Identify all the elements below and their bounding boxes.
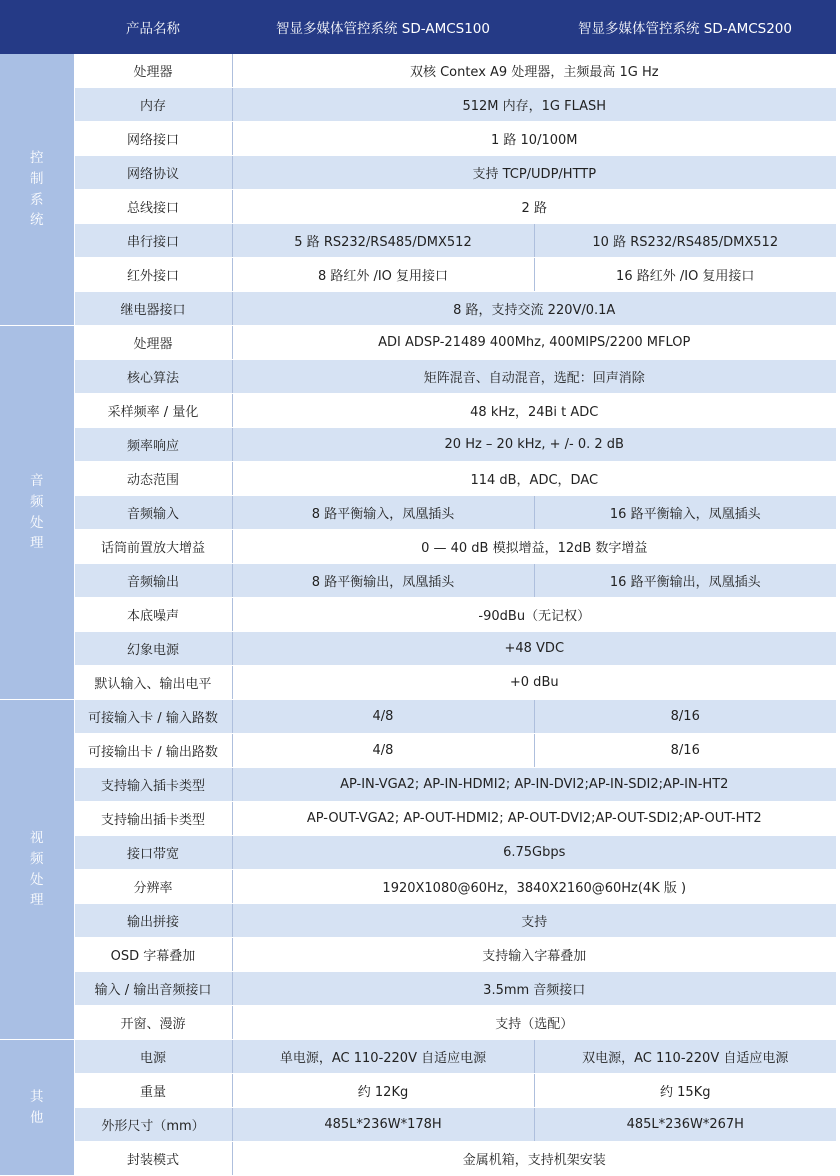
feature-label: 继电器接口 bbox=[74, 292, 232, 326]
shared-value: 金属机箱，支持机架安装 bbox=[232, 1142, 836, 1176]
header-model-b: 智显多媒体管控系统 SD-AMCS200 bbox=[534, 0, 836, 54]
group-label-cell bbox=[0, 54, 74, 326]
feature-label: 内存 bbox=[74, 88, 232, 122]
model-b-value: 8/16 bbox=[534, 734, 836, 768]
spec-row bbox=[0, 360, 836, 394]
shared-value: 512M 内存，1G FLASH bbox=[232, 88, 836, 122]
model-a-value: 4/8 bbox=[232, 734, 534, 768]
feature-label: 处理器 bbox=[74, 54, 232, 88]
shared-value: 支持 bbox=[232, 904, 836, 938]
feature-label: 外形尺寸（mm） bbox=[74, 1108, 232, 1142]
model-a-value: 5 路 RS232/RS485/DMX512 bbox=[232, 224, 534, 258]
spec-row bbox=[0, 1006, 836, 1040]
spec-row bbox=[0, 700, 836, 734]
spec-row bbox=[0, 734, 836, 768]
spec-row bbox=[0, 632, 836, 666]
model-a-value: 8 路平衡输出，凤凰插头 bbox=[232, 564, 534, 598]
spec-row bbox=[0, 496, 836, 530]
group-label-cell bbox=[0, 326, 74, 700]
model-a-value: 485L*236W*178H bbox=[232, 1108, 534, 1142]
group-label-cell bbox=[0, 1040, 74, 1176]
feature-label: 音频输出 bbox=[74, 564, 232, 598]
feature-label: 音频输入 bbox=[74, 496, 232, 530]
model-a-value: 4/8 bbox=[232, 700, 534, 734]
group-label: 控制系统 bbox=[30, 149, 44, 229]
feature-label: 可接输入卡 / 输入路数 bbox=[74, 700, 232, 734]
header-model-a: 智显多媒体管控系统 SD-AMCS100 bbox=[232, 0, 534, 54]
group-label: 视频处理 bbox=[30, 829, 44, 909]
feature-label: 网络接口 bbox=[74, 122, 232, 156]
model-b-value: 10 路 RS232/RS485/DMX512 bbox=[534, 224, 836, 258]
spec-row bbox=[0, 258, 836, 292]
spec-row bbox=[0, 462, 836, 496]
feature-label: 默认输入、输出电平 bbox=[74, 666, 232, 700]
feature-label: 核心算法 bbox=[74, 360, 232, 394]
shared-value: +48 VDC bbox=[232, 632, 836, 666]
shared-value: 支持（选配） bbox=[232, 1006, 836, 1040]
model-b-value: 双电源，AC 110-220V 自适应电源 bbox=[534, 1040, 836, 1074]
feature-label: 电源 bbox=[74, 1040, 232, 1074]
spec-row bbox=[0, 530, 836, 564]
model-a-value: 约 12Kg bbox=[232, 1074, 534, 1108]
shared-value: 支持 TCP/UDP/HTTP bbox=[232, 156, 836, 190]
feature-label: 接口带宽 bbox=[74, 836, 232, 870]
shared-value: 3.5mm 音频接口 bbox=[232, 972, 836, 1006]
spec-row bbox=[0, 326, 836, 360]
feature-label: 可接输出卡 / 输出路数 bbox=[74, 734, 232, 768]
header-row bbox=[0, 0, 836, 54]
feature-label: OSD 字幕叠加 bbox=[74, 938, 232, 972]
feature-label: 支持输入插卡类型 bbox=[74, 768, 232, 802]
shared-value: 6.75Gbps bbox=[232, 836, 836, 870]
feature-label: 红外接口 bbox=[74, 258, 232, 292]
spec-row bbox=[0, 292, 836, 326]
feature-label: 封装模式 bbox=[74, 1142, 232, 1176]
spec-row bbox=[0, 224, 836, 258]
model-b-value: 16 路红外 /IO 复用接口 bbox=[534, 258, 836, 292]
spec-row bbox=[0, 54, 836, 88]
feature-label: 采样频率 / 量化 bbox=[74, 394, 232, 428]
spec-row bbox=[0, 598, 836, 632]
spec-row bbox=[0, 768, 836, 802]
shared-value: +0 dBu bbox=[232, 666, 836, 700]
header-spacer bbox=[0, 0, 74, 54]
shared-value: 2 路 bbox=[232, 190, 836, 224]
spec-row bbox=[0, 394, 836, 428]
feature-label: 网络协议 bbox=[74, 156, 232, 190]
shared-value: 双核 Contex A9 处理器，主频最高 1G Hz bbox=[232, 54, 836, 88]
group-label-cell bbox=[0, 700, 74, 1040]
feature-label: 分辨率 bbox=[74, 870, 232, 904]
spec-row bbox=[0, 802, 836, 836]
spec-body bbox=[0, 54, 836, 1176]
feature-label: 处理器 bbox=[74, 326, 232, 360]
spec-row bbox=[0, 666, 836, 700]
shared-value: -90dBu（无记权） bbox=[232, 598, 836, 632]
feature-label: 输出拼接 bbox=[74, 904, 232, 938]
shared-value: 1 路 10/100M bbox=[232, 122, 836, 156]
shared-value: 矩阵混音、自动混音，选配：回声消除 bbox=[232, 360, 836, 394]
feature-label: 开窗、漫游 bbox=[74, 1006, 232, 1040]
shared-value: AP-OUT-VGA2; AP-OUT-HDMI2; AP-OUT-DVI2;AP-OUT-SDI2;AP-OUT-HT2 bbox=[232, 802, 836, 836]
shared-value: 8 路，支持交流 220V/0.1A bbox=[232, 292, 836, 326]
model-b-value: 16 路平衡输出，凤凰插头 bbox=[534, 564, 836, 598]
feature-label: 本底噪声 bbox=[74, 598, 232, 632]
shared-value: ADI ADSP-21489 400Mhz, 400MIPS/2200 MFLOP bbox=[232, 326, 836, 360]
shared-value: 114 dB，ADC，DAC bbox=[232, 462, 836, 496]
header-product-name: 产品名称 bbox=[74, 0, 232, 54]
model-b-value: 485L*236W*267H bbox=[534, 1108, 836, 1142]
spec-row bbox=[0, 1040, 836, 1074]
shared-value: 20 Hz – 20 kHz, + /- 0. 2 dB bbox=[232, 428, 836, 462]
feature-label: 总线接口 bbox=[74, 190, 232, 224]
shared-value: 1920X1080@60Hz，3840X2160@60Hz(4K 版 ) bbox=[232, 870, 836, 904]
feature-label: 话筒前置放大增益 bbox=[74, 530, 232, 564]
feature-label: 重量 bbox=[74, 1074, 232, 1108]
spec-row bbox=[0, 1142, 836, 1176]
spec-row bbox=[0, 1108, 836, 1142]
spec-row bbox=[0, 190, 836, 224]
feature-label: 输入 / 输出音频接口 bbox=[74, 972, 232, 1006]
feature-label: 幻象电源 bbox=[74, 632, 232, 666]
spec-row bbox=[0, 428, 836, 462]
spec-row bbox=[0, 1074, 836, 1108]
model-b-value: 16 路平衡输入，凤凰插头 bbox=[534, 496, 836, 530]
group-label: 其他 bbox=[30, 1088, 44, 1126]
feature-label: 串行接口 bbox=[74, 224, 232, 258]
shared-value: AP-IN-VGA2; AP-IN-HDMI2; AP-IN-DVI2;AP-IN-SDI2;AP-IN-HT2 bbox=[232, 768, 836, 802]
spec-row bbox=[0, 836, 836, 870]
spec-row bbox=[0, 938, 836, 972]
feature-label: 频率响应 bbox=[74, 428, 232, 462]
spec-row bbox=[0, 904, 836, 938]
model-b-value: 8/16 bbox=[534, 700, 836, 734]
shared-value: 48 kHz，24Bi t ADC bbox=[232, 394, 836, 428]
model-a-value: 8 路红外 /IO 复用接口 bbox=[232, 258, 534, 292]
spec-row bbox=[0, 564, 836, 598]
shared-value: 支持输入字幕叠加 bbox=[232, 938, 836, 972]
feature-label: 支持输出插卡类型 bbox=[74, 802, 232, 836]
spec-row bbox=[0, 88, 836, 122]
spec-row bbox=[0, 972, 836, 1006]
shared-value: 0 — 40 dB 模拟增益，12dB 数字增益 bbox=[232, 530, 836, 564]
model-b-value: 约 15Kg bbox=[534, 1074, 836, 1108]
model-a-value: 8 路平衡输入，凤凰插头 bbox=[232, 496, 534, 530]
model-a-value: 单电源，AC 110-220V 自适应电源 bbox=[232, 1040, 534, 1074]
group-label: 音频处理 bbox=[30, 472, 44, 552]
spec-row bbox=[0, 870, 836, 904]
spec-row bbox=[0, 156, 836, 190]
spec-row bbox=[0, 122, 836, 156]
feature-label: 动态范围 bbox=[74, 462, 232, 496]
